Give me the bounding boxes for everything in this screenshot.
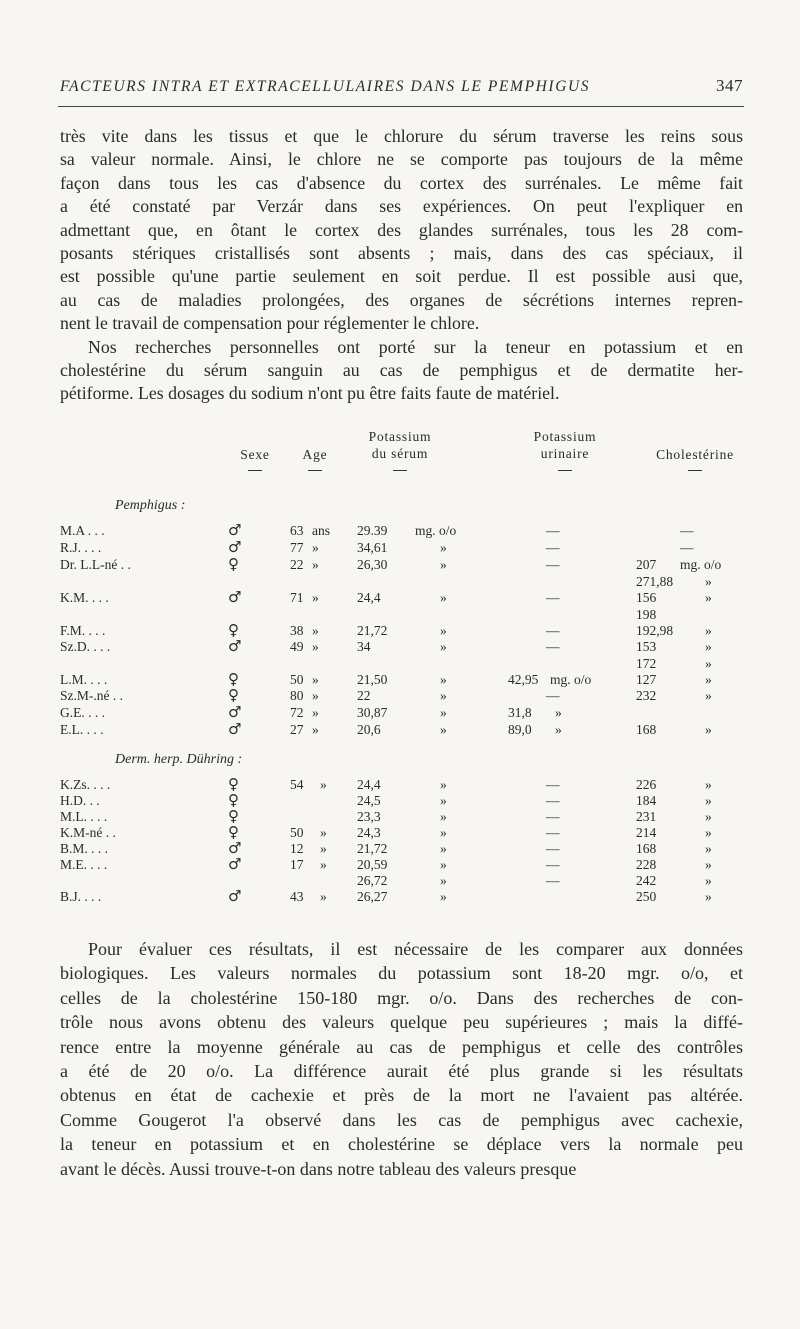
cholesterine-unit: » [705, 672, 712, 687]
potassium-urine-value: — [546, 688, 560, 703]
row-name: Sz.M-.né . . [60, 688, 123, 703]
potassium-serum-unit: » [440, 793, 447, 808]
potassium-serum-value: 20,6 [357, 722, 381, 737]
sex-symbol: ♂ [228, 588, 242, 606]
potassium-urine-value: — [546, 540, 560, 555]
age-value: 71 [290, 590, 304, 605]
potassium-serum-unit: » [440, 809, 447, 824]
cholesterine-unit: » [705, 656, 712, 671]
row-name: E.L. . . . [60, 722, 104, 737]
potassium-serum-unit: » [440, 540, 447, 555]
potassium-urine-value: — [546, 523, 560, 538]
potassium-serum-unit: » [440, 590, 447, 605]
age-unit: » [312, 557, 319, 572]
potassium-serum-value: 24,3 [357, 825, 381, 840]
cholesterine-unit: » [705, 873, 712, 888]
age-unit: » [320, 825, 327, 840]
potassium-urine-value: 89,0 [508, 722, 532, 737]
age-value: 12 [290, 841, 304, 856]
page-number: 347 [716, 76, 743, 95]
text-line: trôle nous avons obtenu des valeurs quelque peu supérieures ; mais la diffé- [60, 1012, 743, 1033]
cholesterine-value: 242 [636, 873, 657, 888]
potassium-urine-value: — [546, 793, 560, 808]
row-name: Sz.D. . . . [60, 639, 111, 654]
age-value: 50 [290, 672, 304, 687]
group-label-pemphigus: Pemphigus : [115, 498, 186, 513]
age-value: 50 [290, 825, 304, 840]
age-unit: » [320, 857, 327, 872]
cholesterine-unit: » [705, 639, 712, 654]
row-name: M.A . . . [60, 523, 105, 538]
row-name: M.E. . . . [60, 857, 108, 872]
row-name: K.Zs. . . . [60, 777, 111, 792]
text-line: Comme Gougerot l'a observé dans les cas de pemphigus avec cachexie, [60, 1109, 743, 1130]
age-unit: » [312, 540, 319, 555]
header-dash [558, 470, 572, 471]
cholesterine-value: 228 [636, 857, 657, 872]
age-value: 43 [290, 889, 304, 904]
age-unit: » [312, 590, 319, 605]
age-value: 38 [290, 623, 304, 638]
potassium-urine-value: — [546, 557, 560, 572]
age-value: 72 [290, 705, 304, 720]
age-unit: » [312, 672, 319, 687]
cholesterine-value: 226 [636, 777, 657, 792]
potassium-urine-value: — [546, 590, 560, 605]
cholesterine-value: 198 [636, 607, 657, 622]
sex-symbol: ♀ [228, 670, 239, 688]
age-unit: » [320, 777, 327, 792]
potassium-serum-value: 24,5 [357, 793, 381, 808]
cholesterine-value: 207 [636, 557, 657, 572]
age-value: 77 [290, 540, 304, 555]
sex-symbol: ♀ [228, 791, 239, 809]
potassium-urine-value: 42,95 [508, 672, 539, 687]
paragraph-1 [60, 125, 743, 406]
sex-symbol: ♂ [228, 703, 242, 721]
header-age: Age [302, 447, 328, 462]
potassium-serum-unit: » [440, 557, 447, 572]
potassium-serum-unit: » [440, 777, 447, 792]
potassium-urine-value: — [546, 623, 560, 638]
cholesterine-value: — [680, 540, 694, 555]
potassium-serum-value: 22 [357, 688, 371, 703]
age-unit: » [320, 889, 327, 904]
cholesterine-unit: » [705, 889, 712, 904]
sex-symbol: ♀ [228, 686, 239, 704]
potassium-serum-unit: mg. o/o [415, 523, 457, 538]
text-line: est possible qu'une partie seulement en soit perdue. Il est possible ausi que, [60, 266, 743, 287]
potassium-serum-unit: » [440, 857, 447, 872]
cholesterine-value: 271,88 [636, 574, 674, 589]
potassium-serum-value: 24,4 [357, 777, 381, 792]
text-line: celles de la cholestérine 150-180 mgr. o/o. Dans des recherches de con- [60, 987, 743, 1008]
row-name: B.J. . . . [60, 889, 102, 904]
cholesterine-value: — [680, 523, 694, 538]
text-line: posants stériques cristallisés sont absents ; mais, dans des cas spéciaux, il [60, 243, 743, 264]
sex-symbol: ♀ [228, 621, 239, 639]
age-value: 80 [290, 688, 304, 703]
potassium-serum-value: 30,87 [357, 705, 388, 720]
group-label-dermatitis: Derm. herp. Dühring : [115, 752, 243, 767]
row-name: B.M. . . . [60, 841, 109, 856]
header-cholesterine: Cholestérine [656, 447, 734, 462]
sex-symbol: ♂ [228, 887, 242, 905]
cholesterine-value: 127 [636, 672, 657, 687]
age-unit: » [312, 639, 319, 654]
text-line: a été de 20 o/o. La différence aurait été plus grande si les résultats [60, 1061, 743, 1082]
cholesterine-value: 192,98 [636, 623, 674, 638]
potassium-serum-value: 26,30 [357, 557, 388, 572]
age-unit: » [320, 841, 327, 856]
text-line: au cas de maladies prolongées, des organes de sécrétions internes repren- [60, 289, 743, 310]
cholesterine-unit: » [705, 841, 712, 856]
potassium-urine-value: — [546, 825, 560, 840]
text-line: a été constaté par Verzár dans ses expériences. On peut l'expliquer en [60, 196, 743, 217]
text-line: cholestérine du sérum sanguin au cas de pemphigus et de dermatite her- [60, 360, 743, 381]
potassium-serum-value: 34,61 [357, 540, 388, 555]
text-line: sa valeur normale. Ainsi, le chlore ne se comporte pas toujours de la même [60, 149, 743, 170]
cholesterine-value: 168 [636, 722, 657, 737]
text-line: façon dans tous les cas d'absence du cortex des surrénales. Le même fait [60, 172, 743, 193]
potassium-serum-value: 21,50 [357, 672, 388, 687]
sex-symbol: ♀ [228, 555, 239, 573]
sex-symbol: ♀ [228, 823, 239, 841]
potassium-serum-unit: » [440, 623, 447, 638]
cholesterine-value: 214 [636, 825, 657, 840]
potassium-serum-value: 20,59 [357, 857, 388, 872]
age-value: 63 [290, 523, 304, 538]
row-name: L.M. . . . [60, 672, 108, 687]
potassium-serum-unit: » [440, 722, 447, 737]
data-table [0, 422, 800, 922]
text-line: biologiques. Les valeurs normales du potassium sont 18-20 mgr. o/o, et [60, 963, 743, 984]
row-name: H.D. . . [60, 793, 100, 808]
age-unit: » [312, 722, 319, 737]
potassium-serum-unit: » [440, 639, 447, 654]
sex-symbol: ♂ [228, 538, 242, 556]
header-dash [248, 470, 262, 471]
sex-symbol: ♂ [228, 839, 242, 857]
header-potassium-serum-1: Potassium [368, 429, 432, 444]
sex-symbol: ♂ [228, 720, 242, 738]
row-name: K.M-né . . [60, 825, 116, 840]
potassium-serum-value: 21,72 [357, 623, 388, 638]
age-unit: » [312, 623, 319, 638]
potassium-serum-value: 24,4 [357, 590, 381, 605]
cholesterine-unit: » [705, 777, 712, 792]
potassium-urine-value: — [546, 809, 560, 824]
potassium-serum-value: 34 [357, 639, 371, 654]
cholesterine-unit: » [705, 574, 712, 589]
header-potassium-urine-1: Potassium [533, 429, 597, 444]
cholesterine-value: 232 [636, 688, 657, 703]
row-name: M.L. . . . [60, 809, 108, 824]
age-value: 27 [290, 722, 304, 737]
cholesterine-unit: » [705, 688, 712, 703]
potassium-serum-value: 26,72 [357, 873, 388, 888]
potassium-urine-value: 31,8 [508, 705, 532, 720]
cholesterine-unit: » [705, 623, 712, 638]
cholesterine-value: 172 [636, 656, 657, 671]
potassium-urine-value: — [546, 873, 560, 888]
text-line: rence entre la moyenne générale au cas de pemphigus et celle des contrôles [60, 1036, 743, 1057]
potassium-urine-value: — [546, 841, 560, 856]
cholesterine-unit: » [705, 590, 712, 605]
sex-symbol: ♂ [228, 855, 242, 873]
cholesterine-unit: » [705, 809, 712, 824]
header-dash [688, 470, 702, 471]
age-unit: ans [312, 523, 330, 538]
paragraph-2 [60, 937, 743, 1181]
age-value: 49 [290, 639, 304, 654]
age-value: 17 [290, 857, 304, 872]
potassium-urine-unit: mg. o/o [550, 672, 592, 687]
potassium-urine-unit: » [555, 722, 562, 737]
text-line: nent le travail de compensation pour réglementer le chlore. [60, 313, 480, 334]
potassium-urine-value: — [546, 857, 560, 872]
cholesterine-unit: » [705, 857, 712, 872]
potassium-serum-unit: » [440, 825, 447, 840]
cholesterine-value: 184 [636, 793, 657, 808]
potassium-serum-unit: » [440, 688, 447, 703]
potassium-serum-unit: » [440, 873, 447, 888]
header-potassium-urine-2: urinaire [540, 446, 590, 461]
cholesterine-unit: » [705, 825, 712, 840]
cholesterine-value: 231 [636, 809, 657, 824]
cholesterine-value: 153 [636, 639, 657, 654]
cholesterine-unit: » [705, 722, 712, 737]
text-line: Nos recherches personnelles ont porté sur la teneur en potassium et en [88, 336, 743, 357]
text-line: la teneur en potassium et en cholestérine se déplace vers la normale peu [60, 1134, 743, 1155]
text-line: pétiforme. Les dosages du sodium n'ont pu être faits faute de matériel. [60, 383, 560, 404]
row-name: Dr. L.L-né . . [60, 557, 131, 572]
cholesterine-value: 156 [636, 590, 657, 605]
sex-symbol: ♀ [228, 807, 239, 825]
potassium-urine-value: — [546, 639, 560, 654]
text-line: obtenus en état de cachexie et près de la mort ne l'avaient pas altérée. [60, 1085, 743, 1106]
header-dash [308, 470, 322, 471]
potassium-serum-value: 26,27 [357, 889, 388, 904]
row-name: R.J. . . . [60, 540, 102, 555]
sex-symbol: ♂ [228, 521, 242, 539]
potassium-serum-unit: » [440, 889, 447, 904]
sex-symbol: ♀ [228, 775, 239, 793]
paragraph-1b [60, 336, 743, 406]
potassium-urine-value: — [546, 777, 560, 792]
potassium-serum-value: 23,3 [357, 809, 381, 824]
age-value: 54 [290, 777, 304, 792]
text-line: très vite dans les tissus et que le chlorure du sérum traverse les reins sous [60, 126, 743, 146]
cholesterine-unit: mg. o/o [680, 557, 722, 572]
potassium-serum-unit: » [440, 841, 447, 856]
potassium-serum-unit: » [440, 672, 447, 687]
header-dash [393, 470, 407, 471]
running-title: FACTEURS INTRA ET EXTRACELLULAIRES DANS LE PEMPHIGUS [60, 78, 591, 95]
header-potassium-serum-2: du sérum [371, 446, 429, 461]
age-unit: » [312, 705, 319, 720]
potassium-urine-unit: » [555, 705, 562, 720]
sex-symbol: ♂ [228, 637, 242, 655]
age-unit: » [312, 688, 319, 703]
row-name: K.M. . . . [60, 590, 109, 605]
running-header [60, 76, 743, 96]
potassium-serum-value: 21,72 [357, 841, 388, 856]
cholesterine-value: 250 [636, 889, 657, 904]
header-rule [58, 106, 744, 107]
age-value: 22 [290, 557, 304, 572]
text-line: admettant que, en ôtant le cortex des glandes surrénales, tous les 28 com- [60, 219, 743, 240]
text-line: avant le décès. Aussi trouve-t-on dans notre tableau des valeurs presque [60, 1158, 577, 1179]
row-name: F.M. . . . [60, 623, 106, 638]
potassium-serum-value: 29.39 [357, 523, 388, 538]
header-sexe: Sexe [240, 447, 270, 462]
text-line: Pour évaluer ces résultats, il est nécessaire de les comparer aux données [88, 939, 743, 959]
row-name: G.E. . . . [60, 705, 105, 720]
cholesterine-value: 168 [636, 841, 657, 856]
potassium-serum-unit: » [440, 705, 447, 720]
cholesterine-unit: » [705, 793, 712, 808]
